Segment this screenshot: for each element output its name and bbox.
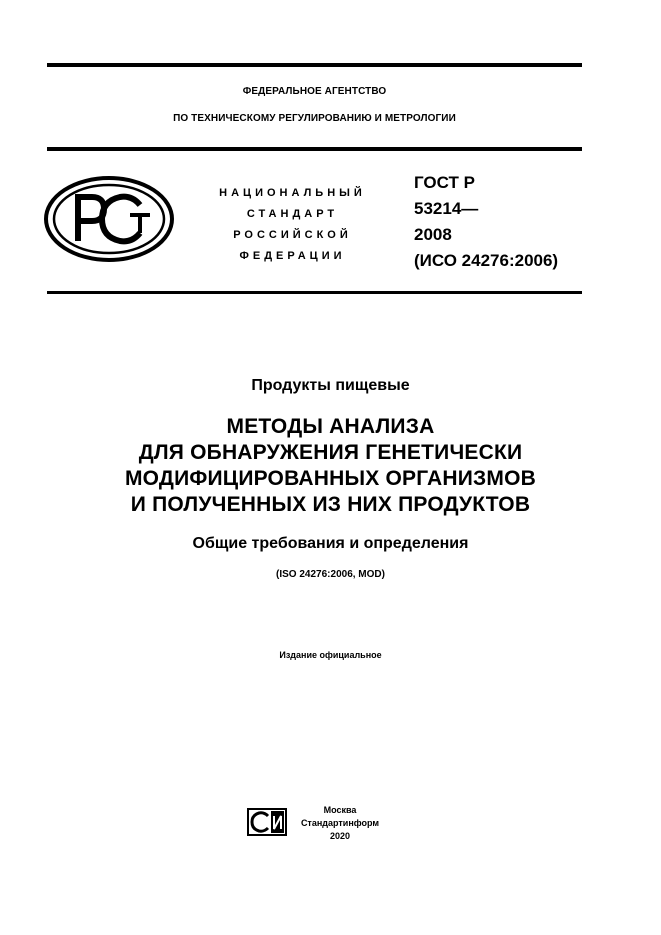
publication-year: 2020 xyxy=(329,831,351,841)
standartinform-logo-icon xyxy=(247,808,287,836)
product-group-heading: Продукты пищевые xyxy=(251,377,410,394)
agency-name-line2: ПО ТЕХНИЧЕСКОМУ РЕГУЛИРОВАНИЮ И МЕТРОЛОГИИ xyxy=(173,113,456,124)
gost-line: ГОСТ Р xyxy=(414,173,475,192)
national-standard-line: РОССИЙСКОЙ xyxy=(233,229,352,241)
iso-reference: (ISO 24276:2006, MOD) xyxy=(276,569,385,580)
gost-line: 2008 xyxy=(414,225,452,244)
document-title xyxy=(47,414,614,518)
rst-certification-mark-icon xyxy=(44,175,174,263)
title-line: И ПОЛУЧЕННЫХ ИЗ НИХ ПРОДУКТОВ xyxy=(130,493,531,516)
title-line: МОДИФИЦИРОВАННЫХ ОРГАНИЗМОВ xyxy=(124,467,537,490)
national-standard-line: ФЕДЕРАЦИИ xyxy=(239,250,346,262)
edition-label: Издание официальное xyxy=(279,650,382,660)
publisher-city: Москва xyxy=(323,805,357,815)
top-rule xyxy=(47,63,582,67)
publisher-name: Стандартинформ xyxy=(300,818,380,828)
title-line: МЕТОДЫ АНАЛИЗА xyxy=(226,415,435,438)
publisher-imprint xyxy=(300,804,380,843)
gost-line: (ИСО 24276:2006) xyxy=(414,251,559,270)
agency-name-line1: ФЕДЕРАЛЬНОЕ АГЕНТСТВО xyxy=(242,86,387,97)
gost-designation xyxy=(414,170,558,274)
document-subtitle: Общие требования и определения xyxy=(192,535,469,552)
national-standard-line: СТАНДАРТ xyxy=(246,208,339,220)
title-line: ДЛЯ ОБНАРУЖЕНИЯ ГЕНЕТИЧЕСКИ xyxy=(138,441,523,464)
national-standard-label xyxy=(200,183,385,267)
header-rule xyxy=(47,147,582,151)
gost-line: 53214— xyxy=(414,199,479,218)
standard-block-rule xyxy=(47,291,582,294)
national-standard-line: НАЦИОНАЛЬНЫЙ xyxy=(219,187,366,199)
